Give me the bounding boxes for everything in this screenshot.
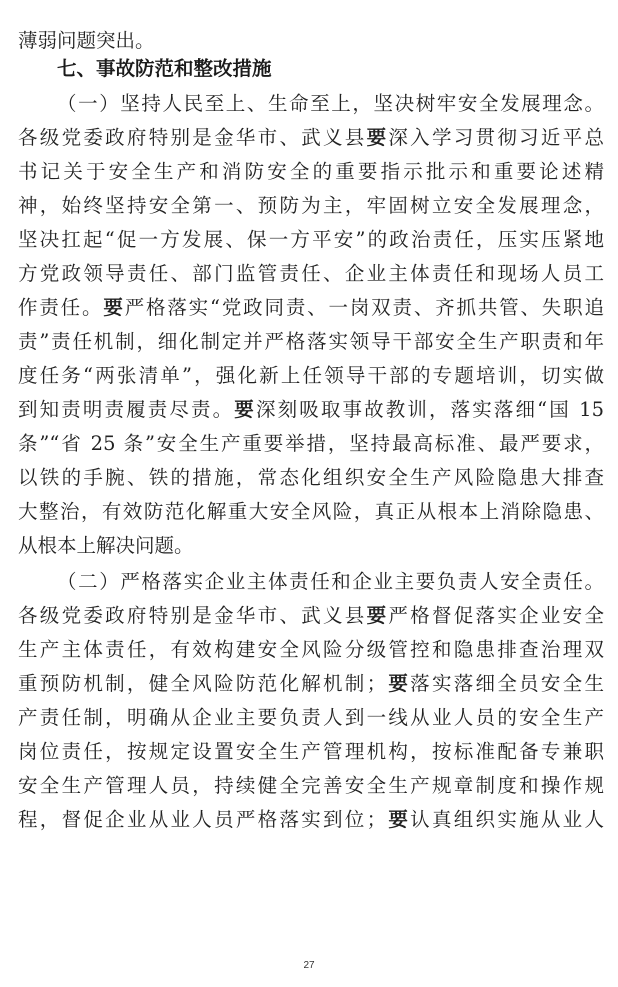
para2-line: 岗位责任，按规定设置安全生产管理机构，按标准配备专兼职	[18, 740, 604, 763]
para1-line: 神，始终坚持安全第一、预防为主，牢固树立安全发展理念，	[18, 194, 604, 217]
para1-line: 以铁的手腕、铁的措施，常态化组织安全生产风险隐患大排查	[18, 466, 604, 489]
para2-line: 各级党委政府特别是金华市、武义县要严格督促落实企业安全	[18, 604, 604, 627]
para1-line: 条”“省 25 条”安全生产重要举措，坚持最高标准、最严要求，	[18, 432, 604, 455]
para1-line: 各级党委政府特别是金华市、武义县要深入学习贯彻习近平总	[18, 126, 604, 149]
para1-line: 到知责明责履责尽责。要深刻吸取事故教训，落实落细“国 15	[18, 398, 604, 421]
para1-line: 书记关于安全生产和消防安全的重要指示批示和重要论述精	[18, 160, 604, 183]
section-heading: 七、事故防范和整改措施	[57, 57, 272, 80]
para1-line: 坚决扛起“促一方发展、保一方平安”的政治责任，压实压紧地	[18, 228, 604, 251]
para2-line: 程，督促企业从业人员严格落实到位；要认真组织实施从业人	[18, 808, 604, 831]
para2-title: （二）严格落实企业主体责任和企业主要负责人安全责任。	[57, 570, 604, 593]
para2-line: 安全生产管理人员，持续健全完善安全生产规章制度和操作规	[18, 774, 604, 797]
para1-line: 责”责任机制，细化制定并严格落实领导干部安全生产职责和年	[18, 330, 604, 353]
para2-line: 生产主体责任，有效构建安全风险分级管控和隐患排查治理双	[18, 638, 604, 661]
page-number: 27	[303, 960, 315, 971]
para1-line: 从根本上解决问题。	[18, 534, 194, 557]
para1-line: 度任务“两张清单”，强化新上任领导干部的专题培训，切实做	[18, 364, 604, 387]
para1-line: 方党政领导责任、部门监管责任、企业主体责任和现场人员工	[18, 262, 604, 285]
para2-line: 产责任制，明确从企业主要负责人到一线从业人员的安全生产	[18, 706, 604, 729]
para2-line: 重预防机制，健全风险防范化解机制；要落实落细全员安全生	[18, 672, 604, 695]
para1-line: 大整治，有效防范化解重大安全风险，真正从根本上消除隐患、	[18, 500, 604, 523]
para1-title: （一）坚持人民至上、生命至上，坚决树牢安全发展理念。	[57, 92, 604, 115]
fragment-end-line: 薄弱问题突出。	[18, 29, 155, 52]
para1-line: 作责任。要严格落实“党政同责、一岗双责、齐抓共管、失职追	[18, 296, 604, 319]
